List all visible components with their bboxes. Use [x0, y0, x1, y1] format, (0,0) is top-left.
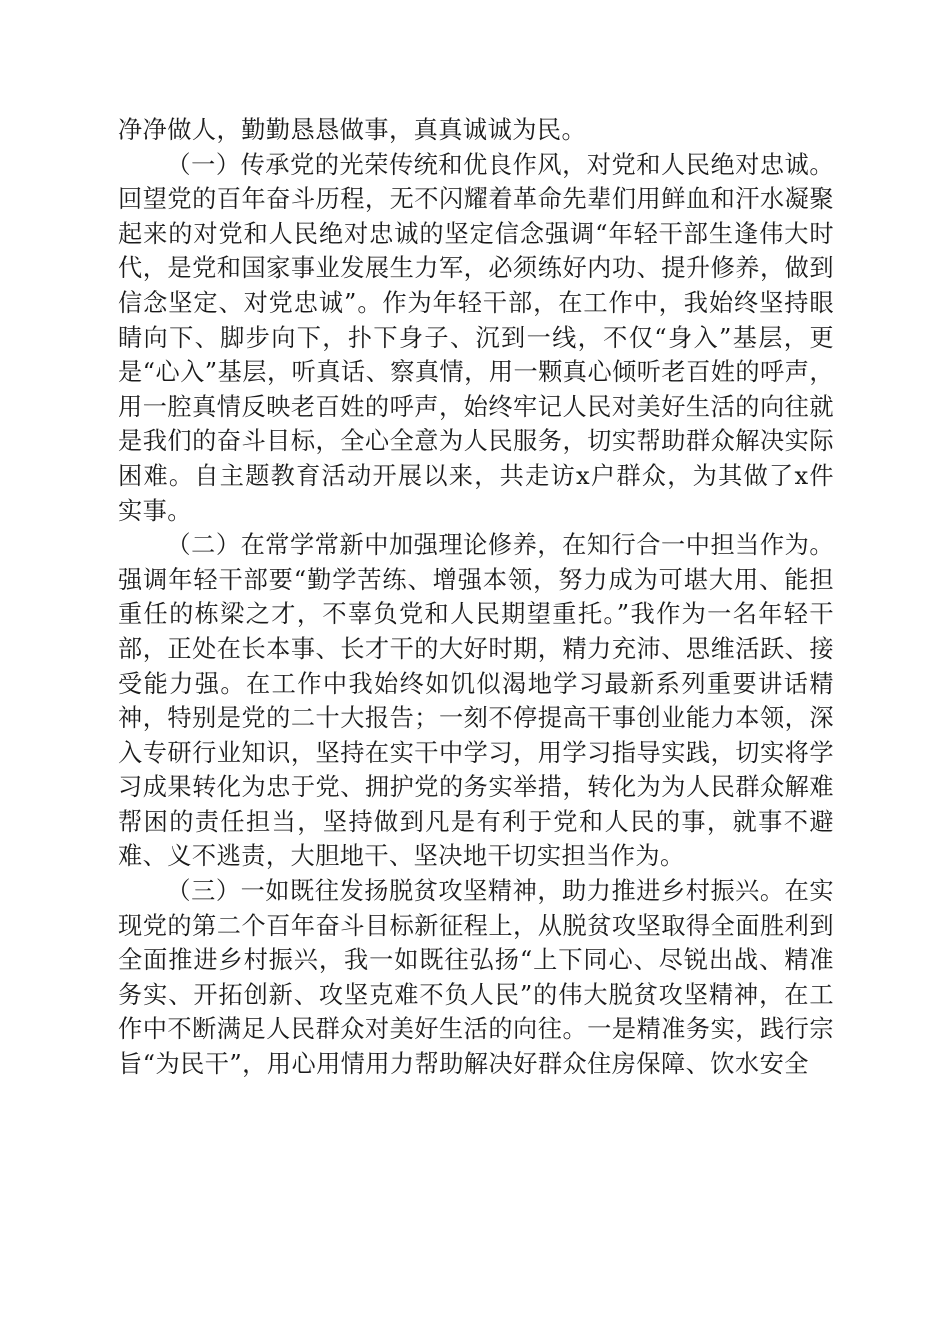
document-page — [118, 113, 834, 1082]
paragraph-continuation: 净净做人，勤勤恳恳做事，真真诚诚为民。 — [118, 116, 587, 144]
paragraph-theory-study: （二）在常学常新中加强理论修养，在知行合一中担当作为。强调年轻干部要“勤学苦练、增强本领，努力成为可堪大用、能担重任的栋梁之才，不辜负党和人民期望重托。”我作为一名年轻干部，正处在长本事、长才干的大好时期，精力充沛、思维活跃、接受能力强。在工作中我始终如饥似渴地学习最新系列重要讲话精神，特别是党的二十大报告；一刻不停提高干事创业能力本领，深入专研行业知识，坚持在实干中学习，用学习指导实践，切实将学习成果转化为忠于党、拥护党的务实举措，转化为为人民群众解难帮困的责任担当，坚持做到凡是有利于党和人民的事，就事不避难、义不逃责，大胆地干、坚决地干切实担当作为。 — [118, 531, 834, 871]
paragraph-rural-revitalization: （三）一如既往发扬脱贫攻坚精神，助力推进乡村振兴。在实现党的第二个百年奋斗目标新征程上，从脱贫攻坚取得全面胜利到全面推进乡村振兴，我一如既往弘扬“上下同心、尽锐出战、精准务实、开拓创新、攻坚克难不负人民”的伟大脱贫攻坚精神，在工作中不断满足人民群众对美好生活的向往。一是精准务实，践行宗旨“为民干”，用心用情用力帮助解决好群众住房保障、饮水安全 — [118, 877, 834, 1079]
paragraph-loyalty: （一）传承党的光荣传统和优良作风，对党和人民绝对忠诚。回望党的百年奋斗历程，无不闪耀着革命先辈们用鲜血和汗水凝聚起来的对党和人民绝对忠诚的坚定信念强调“年轻干部生逢伟大时代，是党和国家事业发展生力军，必须练好内功、提升修养，做到信念坚定、对党忠诚”。作为年轻干部，在工作中，我始终坚持眼睛向下、脚步向下，扑下身子、沉到一线，不仅“身入”基层，更是“心入”基层，听真话、察真情，用一颗真心倾听老百姓的呼声，用一腔真情反映老百姓的呼声，始终牢记人民对美好生活的向往就是我们的奋斗目标，全心全意为人民服务，切实帮助群众解决实际困难。自主题教育活动开展以来，共走访x户群众，为其做了x件实事。 — [118, 150, 834, 525]
